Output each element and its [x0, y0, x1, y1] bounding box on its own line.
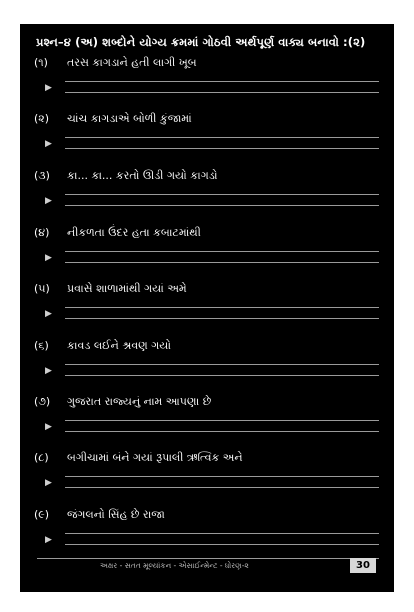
item-number: (૬): [34, 339, 49, 352]
list-item: [20, 395, 394, 445]
list-item: [20, 339, 394, 389]
answer-line: [65, 205, 379, 206]
item-number: (૨): [34, 112, 50, 125]
item-text: જંગલનો સિંહ છે રાજા: [67, 508, 165, 521]
item-text: ચાંચ કાગડાએ બોળી કુંજામાં: [67, 112, 192, 125]
item-number: (૩): [34, 169, 50, 182]
item-number: (૧): [34, 56, 48, 69]
arrow-icon: ▶: [45, 478, 52, 488]
item-number: (૪): [34, 226, 50, 239]
answer-line: [65, 476, 379, 477]
item-text: બગીચામાં બંને ગયાં રૂપાલી ઋત્વિક અને: [67, 451, 243, 464]
list-item: [20, 451, 394, 501]
list-item: [20, 112, 394, 162]
answer-line: [65, 194, 379, 195]
arrow-icon: ▶: [45, 139, 52, 149]
item-number: (૫): [34, 282, 50, 295]
answer-line: [65, 148, 379, 149]
arrow-icon: ▶: [45, 309, 52, 319]
item-text: કા... કા... કરતો ઊડી ગયો કાગડો: [67, 169, 218, 182]
item-number: (૭): [34, 395, 51, 408]
answer-line: [65, 420, 379, 421]
page-number: 30: [350, 558, 376, 573]
footer-text: અક્ષર - સતત મૂલ્યાંકન - એસાઈન્મેન્ટ - ધોરણ-૨: [100, 561, 249, 570]
answer-line: [65, 364, 379, 365]
answer-line: [65, 375, 379, 376]
arrow-icon: ▶: [45, 535, 52, 545]
arrow-icon: ▶: [45, 366, 52, 376]
question-heading: પ્રશ્ન–૪ (અ) શબ્દોને યોગ્ય ક્રમમાં ગોઠવી અર્થપૂર્ણ વાક્ય બનાવો :(૨): [36, 35, 366, 49]
footer-divider: [37, 558, 379, 559]
answer-line: [65, 487, 379, 488]
list-item: [20, 282, 394, 332]
arrow-icon: ▶: [45, 253, 52, 263]
answer-line: [65, 307, 379, 308]
answer-line: [65, 81, 379, 82]
worksheet-page: [20, 24, 394, 592]
list-item: [20, 56, 394, 106]
item-text: પ્રવાસે શાળામાંથી ગયાં અમે: [67, 282, 187, 295]
arrow-icon: ▶: [45, 83, 52, 93]
list-item: [20, 169, 394, 219]
list-item: [20, 508, 394, 558]
item-text: કાવડ લઈને શ્રવણ ગયો: [67, 339, 172, 352]
arrow-icon: ▶: [45, 422, 52, 432]
answer-line: [65, 533, 379, 534]
answer-line: [65, 92, 379, 93]
item-number: (૯): [34, 508, 50, 521]
item-text: નીકળતા ઉંદર હતા કબાટમાંથી: [67, 226, 201, 239]
answer-line: [65, 262, 379, 263]
answer-line: [65, 137, 379, 138]
list-item: [20, 226, 394, 276]
answer-line: [65, 431, 379, 432]
answer-line: [65, 318, 379, 319]
item-number: (૮): [34, 451, 49, 464]
answer-line: [65, 251, 379, 252]
item-text: ગુજરાત રાજ્યનું નામ આપણા છે: [67, 395, 212, 408]
item-text: તરસ કાગડાને હતી લાગી ખૂબ: [67, 56, 197, 69]
answer-line: [65, 544, 379, 545]
arrow-icon: ▶: [45, 196, 52, 206]
